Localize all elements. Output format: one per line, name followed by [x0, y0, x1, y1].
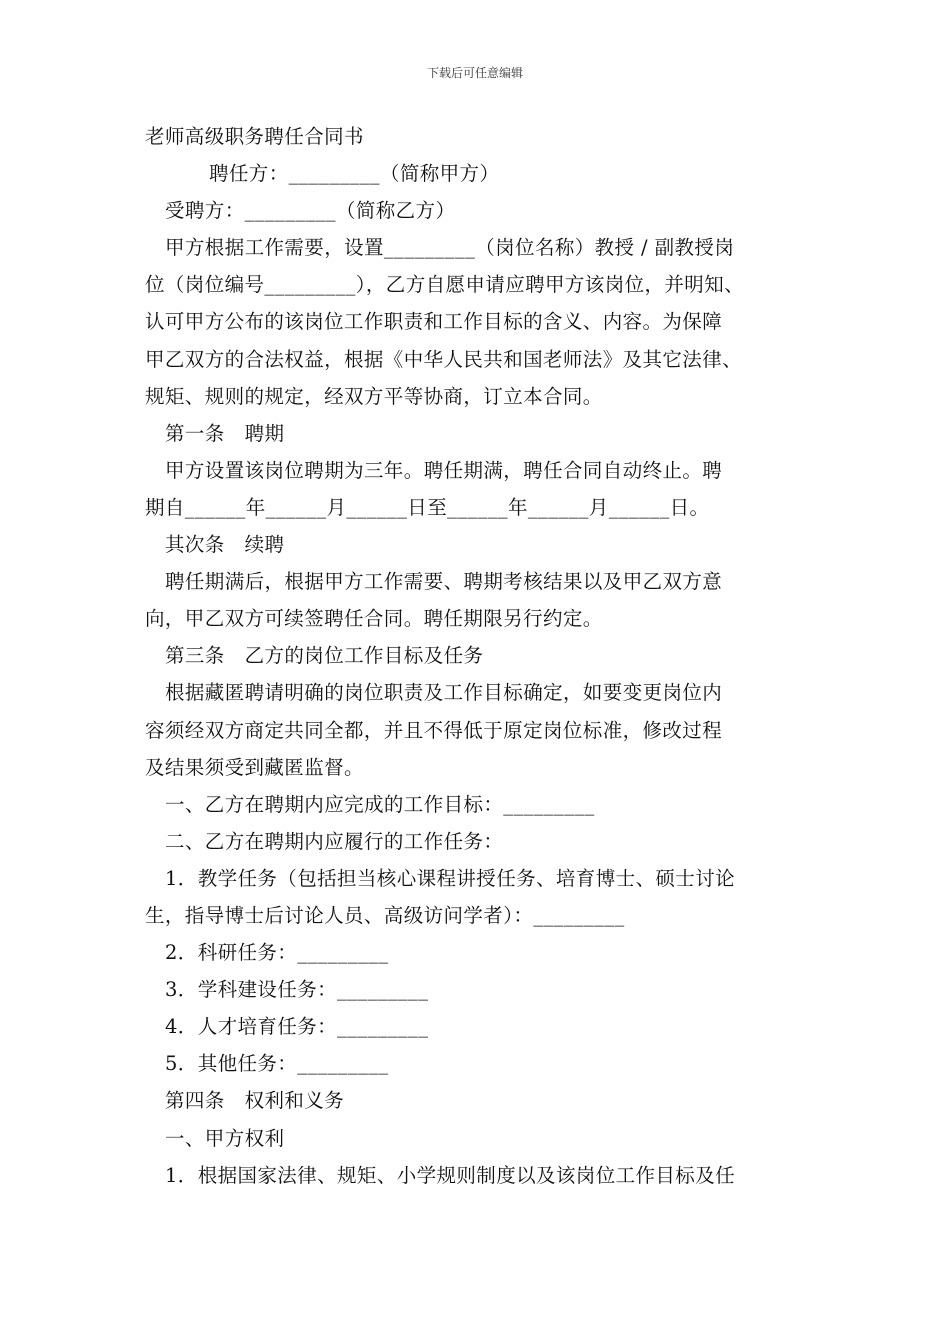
text-line: 第三条 乙方的岗位工作目标及任务 [165, 644, 484, 668]
text-line: 第四条 权利和义务 [165, 1089, 345, 1113]
text-line: 容须经双方商定共同全都，并且不得低于原定岗位标准，修改过程 [145, 718, 723, 742]
text-line: 根据藏匿聘请明确的岗位职责及工作目标确定，如要变更岗位内 [165, 681, 723, 705]
text-line: 位（岗位编号_________），乙方自愿申请应聘甲方该岗位，并明知、 [145, 273, 745, 297]
text-line: 5．其他任务：_________ [165, 1052, 389, 1076]
text-line: 向，甲乙双方可续签聘任合同。聘任期限另行约定。 [145, 607, 603, 631]
text-line: 其次条 续聘 [165, 533, 285, 557]
page-header: 下载后可任意编辑 [426, 66, 523, 80]
text-line: 聘任方：_________（简称甲方） [209, 162, 500, 186]
text-line: 甲方设置该岗位聘期为三年。聘任期满，聘任合同自动终止。聘 [165, 458, 723, 482]
text-line: 二、乙方在聘期内应履行的工作任务： [165, 829, 504, 853]
text-line: 一、乙方在聘期内应完成的工作目标：_________ [165, 792, 595, 816]
text-line: 受聘方：_________（简称乙方） [165, 199, 456, 223]
document-title: 老师高级职务聘任合同书 [145, 125, 364, 148]
text-line: 甲乙双方的合法权益，根据《中华人民共和国老师法》及其它法律、 [145, 347, 743, 371]
text-line: 及结果须受到藏匿监督。 [145, 755, 364, 779]
text-line: 2．科研任务：_________ [165, 941, 389, 965]
contract-body [145, 118, 825, 1194]
text-line: 3．学科建设任务：_________ [165, 978, 429, 1002]
text-line: 1．根据国家法律、规矩、小学规则制度以及该岗位工作目标及任 [165, 1163, 736, 1187]
text-line: 聘任期满后，根据甲方工作需要、聘期考核结果以及甲乙双方意 [165, 570, 723, 594]
text-line: 生，指导博士后讨论人员、高级访问学者）：_________ [145, 903, 625, 927]
text-line: 一、甲方权利 [165, 1126, 285, 1150]
text-line: 1．教学任务（包括担当核心课程讲授任务、培育博士、硕士讨论 [165, 866, 736, 890]
text-line: 认可甲方公布的该岗位工作职责和工作目标的含义、内容。为保障 [145, 310, 723, 334]
text-line: 期自______年______月______日至______年______月______日。 [145, 495, 710, 519]
text-line: 甲方根据工作需要，设置_________（岗位名称）教授 / 副教授岗 [165, 236, 735, 260]
text-line: 4．人才培育任务：_________ [165, 1015, 429, 1039]
text-line: 规矩、规则的规定，经双方平等协商，订立本合同。 [145, 384, 603, 408]
text-line: 第一条 聘期 [165, 421, 285, 445]
